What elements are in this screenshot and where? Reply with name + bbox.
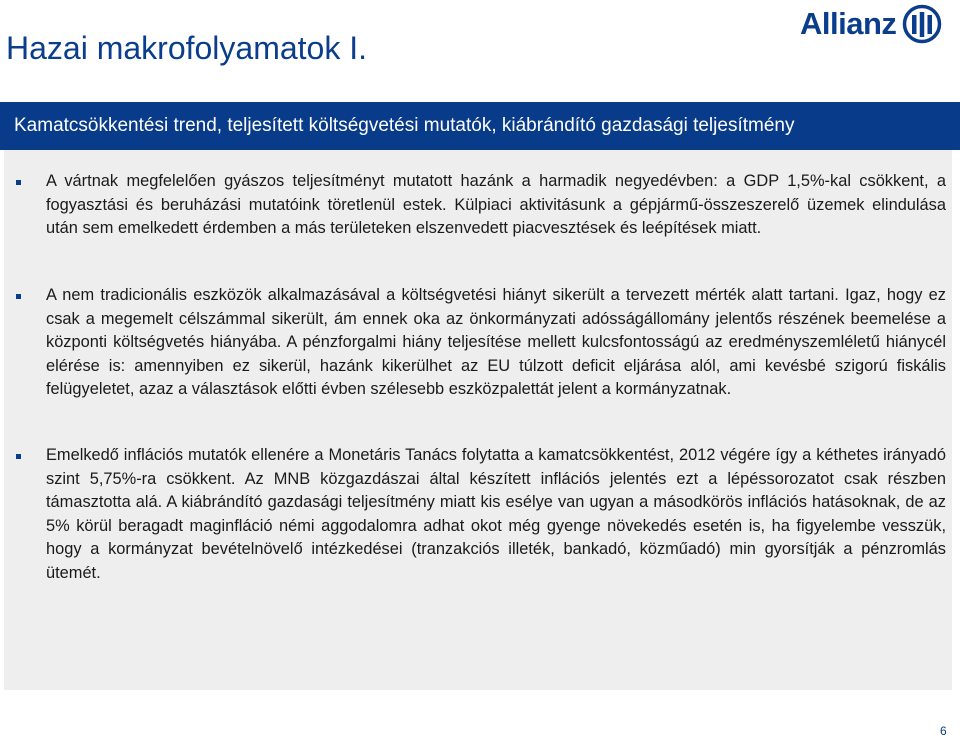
bullet-item-budget [16,284,946,402]
page-number: 6 [940,724,947,738]
logo-text: Allianz [800,6,897,41]
bullet-text: Emelkedő inflációs mutatók ellenére a Monetáris Tanács folytatta a kamatcsökkentést, 2012 végére így a kéthetes irányadó szint 5,75%-ra csökkent. Az MNB közgazdászai által készített inflációs jelentés ezt a lépéssorozatot csak részben támasztotta alá. A kiábrándító gazdasági teljesítmény miatt kis esélye van ugyan a másodkörös inflációs hatásoknak, de az 5% körül beragadt maginfláció némi aggodalomra adhat okot még gyenge növekedés esetén is, ha figyelembe vesszük, hogy a kormányzat bevételnövelő intézkedései (tranzakciós illeték, bankadó, közműadó) min gyorsítják a pénzromlás ütemét. [46,446,946,582]
bullet-square-icon [16,180,21,185]
page-title: Hazai makrofolyamatok I. [6,30,368,66]
bullet-item-gdp [16,170,946,241]
bullet-item-inflation [16,444,946,585]
bullet-square-icon [16,454,21,459]
bullet-square-icon [16,294,21,299]
allianz-eagle-icon [902,4,942,44]
allianz-logo [800,2,958,46]
content-panel [4,150,952,690]
bullet-text: A nem tradicionális eszközök alkalmazásával a költségvetési hiányt sikerült a tervezett mérték alatt tartani. Igaz, hogy ez csak a megemelt célszámmal sikerült, ám ennek oka az önkormányzati adósságállomány jelentős részének beemelése a központi költségvetés hiányába. A pénzforgalmi hiány teljesítése mellett kulcsfontosságú az eredményszemléletű hiánycél elérése is: amennyiben ez sikerül, hazánk kikerülhet az EU túlzott deficit eljárása alól, ami kevésbé szigorú fiskális felügyeletet, azaz a választások előtti évben szélesebb eszközpalettát jelent a kormányzatnak. [46,286,946,398]
subheader-band: Kamatcsökkentési trend, teljesített költségvetési mutatók, kiábrándító gazdasági teljesítmény [0,102,960,150]
bullet-text: A vártnak megfelelően gyászos teljesítményt mutatott hazánk a harmadik negyedévben: a GDP 1,5%-kal csökkent, a fogyasztási és beruházási mutatóink töretlenül estek. Külpiaci aktivitásunk a gépjármű-összeszerelő üzemek elindulása után sem emelkedett érdemben a más területeken elszenvedett piacvesztések és leépítések miatt. [46,172,946,237]
